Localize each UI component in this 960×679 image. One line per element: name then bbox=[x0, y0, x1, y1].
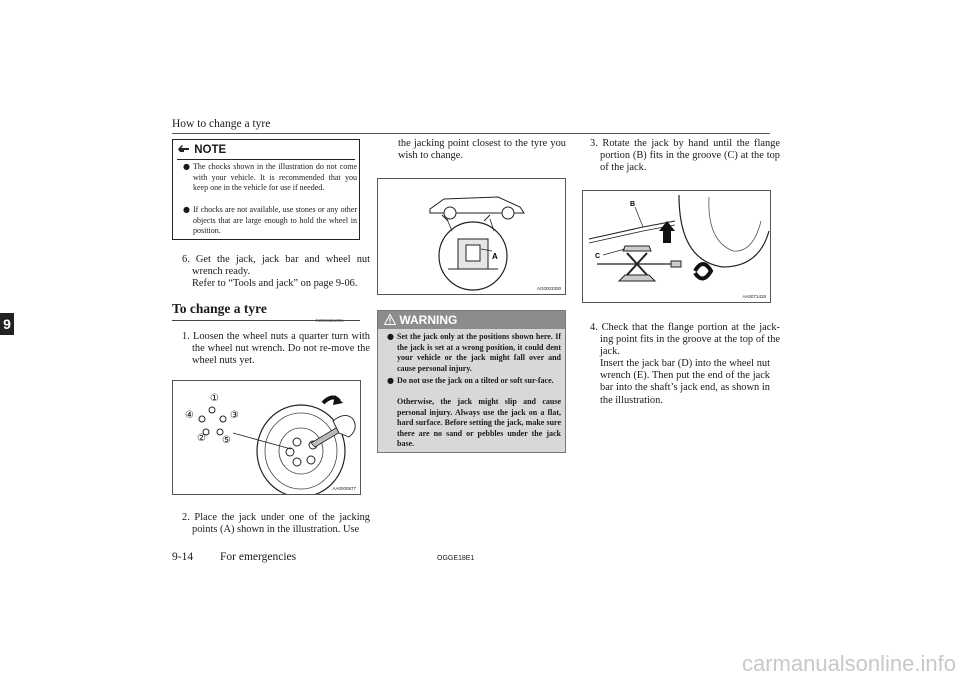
chapter-tab: 9 bbox=[0, 313, 14, 335]
step-6: 6. Get the jack, jack bar and wheel nut wrench ready. bbox=[182, 254, 370, 278]
warning-bullet: ● Set the jack only at the positions shown here. If the jack is set at a wrong position, it could dent your vehicle or the jack might fall over and cause personal injury. bbox=[387, 332, 561, 373]
hand-pointer-icon bbox=[177, 143, 191, 154]
section-rule bbox=[172, 320, 360, 321]
step-3: 3. Rotate the jack by hand until the flange portion (B) fits in the groove (C) at the top of the jack. bbox=[590, 138, 780, 174]
step-1: 1. Loosen the wheel nuts a quarter turn with the wheel nut wrench. Do not re-move the wheel nuts yet. bbox=[182, 331, 370, 367]
jack-illustration bbox=[583, 191, 770, 302]
jack-figure bbox=[582, 190, 771, 303]
nut-label-4: ④ bbox=[185, 410, 194, 421]
step-4-continued: Insert the jack bar (D) into the wheel nut wrench (E). Then put the end of the jack bar into the shaft’s jack end, as shown in the illustration. bbox=[600, 358, 770, 406]
warning-box bbox=[377, 310, 566, 453]
running-header: How to change a tyre bbox=[172, 118, 271, 130]
figure-code: AA0000877 bbox=[332, 486, 356, 491]
wheel-nut-illustration bbox=[173, 381, 360, 494]
wheel-nut-figure bbox=[172, 380, 361, 495]
nut-label-2: ② bbox=[197, 433, 206, 444]
step-2-continued: the jacking point closest to the tyre you wish to change. bbox=[398, 138, 566, 162]
nut-label-3: ③ bbox=[230, 410, 239, 421]
label-b: B bbox=[630, 201, 636, 208]
warning-heading bbox=[378, 311, 565, 329]
page-number: 9-14 bbox=[172, 551, 194, 563]
figure-code: AG0003300 bbox=[536, 286, 561, 291]
bullet-icon: ● bbox=[387, 332, 394, 341]
bullet-icon: ● bbox=[183, 162, 190, 171]
section-title: To change a tyre bbox=[172, 301, 267, 316]
warning-heading-text: WARNING bbox=[399, 313, 458, 327]
bullet-icon: ● bbox=[387, 376, 394, 385]
header-rule bbox=[172, 133, 770, 134]
jacking-point-illustration bbox=[378, 179, 565, 294]
label-c: C bbox=[595, 253, 601, 260]
warning-extra: Otherwise, the jack might slip and cause personal injury. Always use the jack on a flat, hard surface. Before setting the jack, make sure there are no sand or pebbles under the jack base. bbox=[397, 397, 561, 448]
step-4: 4. Check that the flange portion at the jack-ing point fits in the groove at the top of the jack. bbox=[590, 322, 780, 358]
figure-code: AA0071428 bbox=[742, 294, 766, 299]
warning-bullet: ● Do not use the jack on a tilted or soft sur-face. bbox=[387, 376, 554, 385]
step-6-reference: Refer to “Tools and jack” on page 9-06. bbox=[192, 278, 358, 289]
warning-triangle-icon bbox=[384, 314, 396, 325]
label-a: A bbox=[492, 252, 498, 261]
jacking-point-figure bbox=[377, 178, 566, 295]
nut-label-5: ⑤ bbox=[222, 435, 231, 446]
note-heading-text: NOTE bbox=[194, 144, 227, 156]
nut-label-1: ① bbox=[210, 393, 219, 404]
note-heading bbox=[177, 143, 226, 156]
note-rule bbox=[177, 159, 355, 160]
note-box bbox=[172, 139, 360, 240]
bullet-icon: ● bbox=[183, 205, 190, 214]
footer-section: For emergencies bbox=[220, 551, 297, 563]
watermark: carmanualsonline.info bbox=[741, 651, 956, 676]
note-bullet: ● The chocks shown in the illustration do not come with your vehicle. It is recommended that you keep one in the vehicle for use if needed. bbox=[183, 162, 357, 192]
step-2: 2. Place the jack under one of the jacking points (A) shown in the illustration. Use bbox=[182, 512, 370, 536]
note-bullet: ● If chocks are not available, use stones or any other objects that are large enough to hold the wheel in position. bbox=[183, 205, 357, 235]
footer-code: OGGE18E1 bbox=[437, 555, 475, 562]
